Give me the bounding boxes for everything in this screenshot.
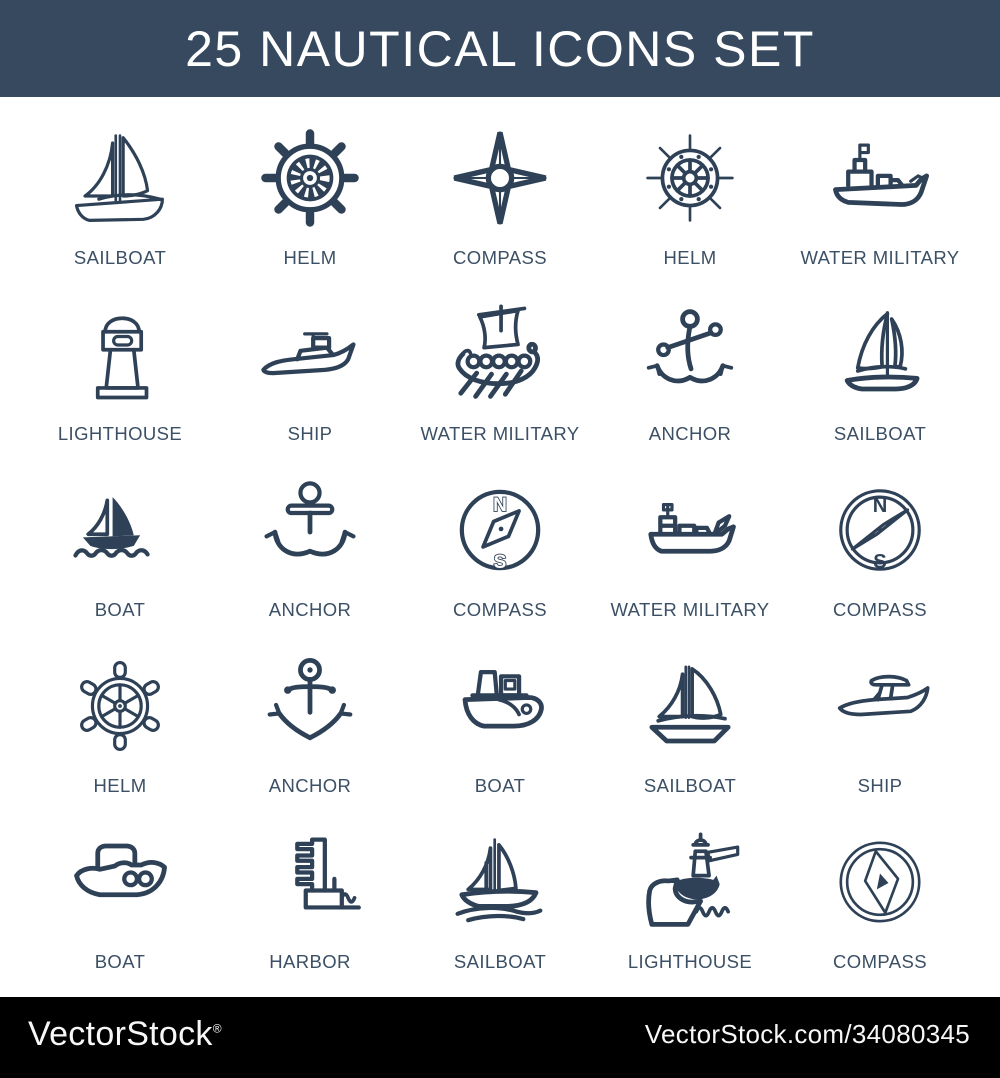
icon-label: HELM <box>663 247 717 268</box>
icon-label: SHIP <box>857 775 903 796</box>
brand-text: VectorStock <box>28 1015 213 1053</box>
icon-cell <box>405 289 595 465</box>
icon-label: SAILBOAT <box>453 951 547 972</box>
icon-label: BOAT <box>94 599 146 620</box>
helm-handles-icon <box>66 645 174 767</box>
icon-label: ANCHOR <box>268 599 352 620</box>
compass-ns-icon <box>826 469 934 591</box>
svg-text:N: N <box>872 494 888 517</box>
icon-label: BOAT <box>94 951 146 972</box>
svg-text:S: S <box>873 551 887 574</box>
icon-cell <box>595 817 785 993</box>
icon-cell <box>595 465 785 641</box>
svg-text:S: S <box>493 552 507 574</box>
compass-needle-icon <box>446 469 554 591</box>
sailboat-sketch-icon <box>826 293 934 415</box>
icon-cell <box>215 465 405 641</box>
icon-label: COMPASS <box>453 599 547 620</box>
icon-label: HELM <box>93 775 147 796</box>
anchor-crossbar-icon <box>636 293 744 415</box>
icon-cell <box>785 641 975 817</box>
tugboat-icon <box>446 645 554 767</box>
icon-label: WATER MILITARY <box>420 423 580 444</box>
speedboat-icon <box>256 293 364 415</box>
icon-cell <box>215 289 405 465</box>
icon-label: HARBOR <box>269 951 351 972</box>
icon-label: ANCHOR <box>648 423 732 444</box>
sailboat-waves-icon <box>446 821 554 943</box>
boat-waves-icon <box>66 469 174 591</box>
icon-cell <box>215 817 405 993</box>
icon-cell <box>215 113 405 289</box>
icon-label: SAILBOAT <box>833 423 927 444</box>
registered-mark: ® <box>212 1021 222 1036</box>
icon-cell <box>785 289 975 465</box>
title-banner <box>0 0 1000 97</box>
helm-wheel-icon <box>256 117 364 239</box>
watermark-bar <box>0 997 1000 1078</box>
icon-cell <box>405 817 595 993</box>
icon-label: LIGHTHOUSE <box>627 951 753 972</box>
icon-cell <box>25 817 215 993</box>
anchor-classic-icon <box>256 469 364 591</box>
icon-cell <box>785 817 975 993</box>
warship-icon <box>826 117 934 239</box>
lighthouse-cliff-icon <box>636 821 744 943</box>
helm-spoked-icon <box>636 117 744 239</box>
icon-label: WATER MILITARY <box>610 599 770 620</box>
lighthouse-tower-icon <box>66 293 174 415</box>
svg-text:N: N <box>493 494 507 516</box>
icon-label: ANCHOR <box>268 775 352 796</box>
icon-grid <box>0 97 1000 993</box>
icon-cell <box>25 641 215 817</box>
icon-cell <box>215 641 405 817</box>
compass-star-icon <box>446 117 554 239</box>
icon-label: WATER MILITARY <box>800 247 960 268</box>
compass-kite-icon <box>826 821 934 943</box>
cargo-warship-icon <box>636 469 744 591</box>
viking-ship-icon <box>446 293 554 415</box>
icon-cell <box>25 289 215 465</box>
icon-cell <box>405 641 595 817</box>
icon-label: HELM <box>283 247 337 268</box>
icon-cell <box>595 113 785 289</box>
sailboat-hull-icon <box>636 645 744 767</box>
icon-cell <box>785 113 975 289</box>
icon-label: COMPASS <box>833 951 927 972</box>
icon-label: BOAT <box>474 775 526 796</box>
icon-cell <box>785 465 975 641</box>
icon-cell <box>595 641 785 817</box>
page-title: 25 NAUTICAL ICONS SET <box>185 20 815 77</box>
icon-label: SAILBOAT <box>643 775 737 796</box>
icon-cell <box>25 465 215 641</box>
icon-label: COMPASS <box>453 247 547 268</box>
motorboat-icon <box>66 821 174 943</box>
icon-label: SAILBOAT <box>73 247 167 268</box>
yacht-icon <box>826 645 934 767</box>
vectorstock-url: VectorStock.com/34080345 <box>644 1019 970 1049</box>
vectorstock-logo <box>28 1015 222 1054</box>
anchor-flukes-icon <box>256 645 364 767</box>
icon-label: COMPASS <box>833 599 927 620</box>
sailboat-icon <box>66 117 174 239</box>
icon-label: LIGHTHOUSE <box>57 423 183 444</box>
icon-cell <box>405 113 595 289</box>
harbor-dock-icon <box>256 821 364 943</box>
icon-cell <box>405 465 595 641</box>
icon-cell <box>25 113 215 289</box>
icon-label: SHIP <box>287 423 333 444</box>
icon-cell <box>595 289 785 465</box>
